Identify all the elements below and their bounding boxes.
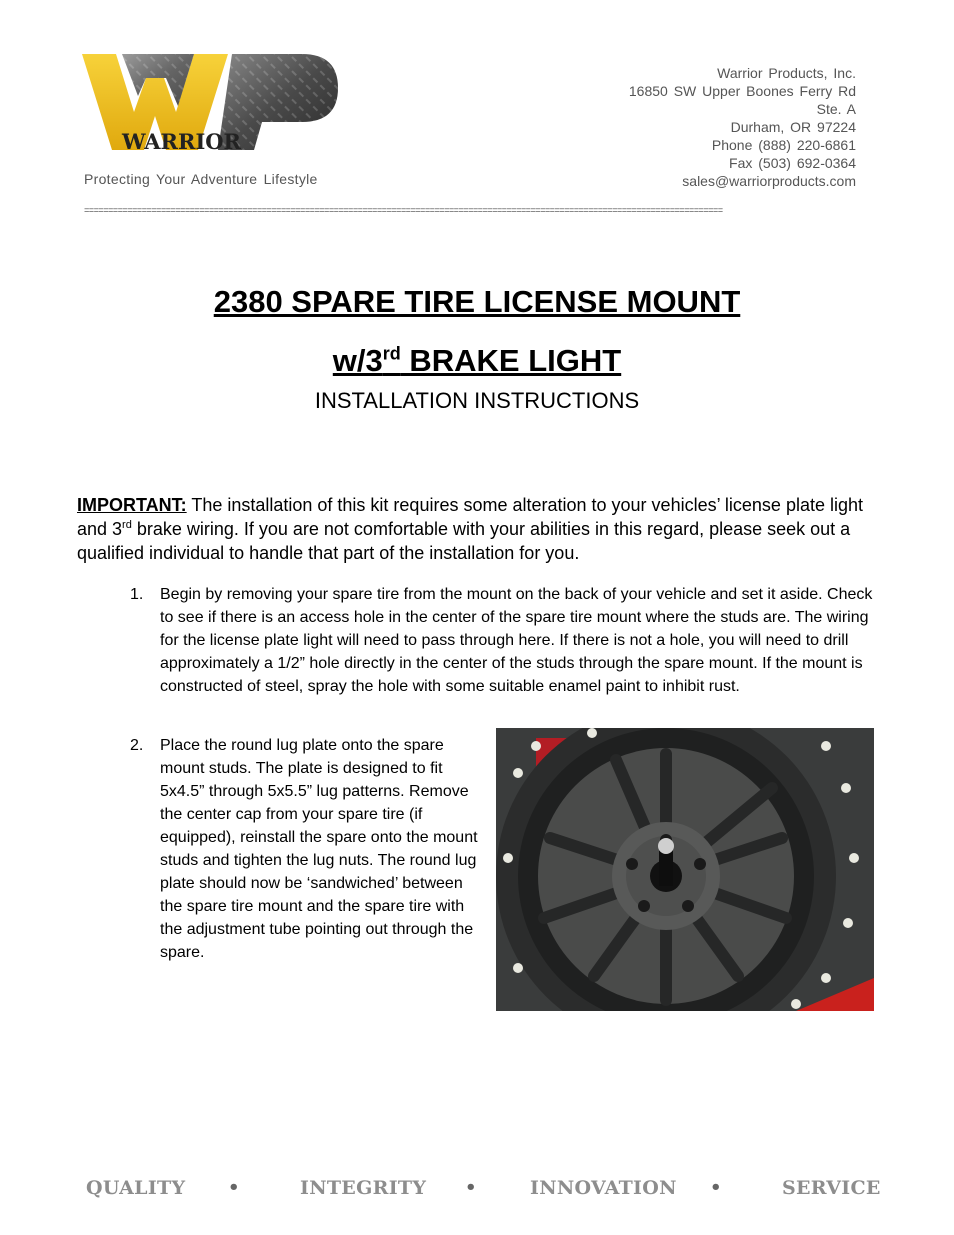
step-number: 1. xyxy=(130,586,144,603)
company-email[interactable]: sales@warriorproducts.com xyxy=(682,173,856,189)
important-text-a: The installation of this kit requires some alteration to your vehicles’ license plate light and 3 xyxy=(77,495,864,539)
document-title-line2 xyxy=(0,343,954,379)
company-street: 16850 SW Upper Boones Ferry Rd xyxy=(628,83,856,99)
logo-brand-text: WARRIOR xyxy=(122,129,242,152)
header-divider: ===================================================================================================================================== xyxy=(84,206,723,216)
warrior-logo xyxy=(82,52,340,152)
important-sup: rd xyxy=(122,519,132,531)
title-line2-post: BRAKE LIGHT xyxy=(400,343,622,378)
footer-bullet: • xyxy=(465,1177,477,1198)
footer-innovation: INNOVATION xyxy=(530,1177,677,1199)
footer-integrity: INTEGRITY xyxy=(300,1177,427,1199)
document-subtitle: INSTALLATION INSTRUCTIONS xyxy=(314,388,640,413)
company-phone: Phone (888) 220-6861 xyxy=(711,137,856,153)
important-label: IMPORTANT: xyxy=(77,495,187,515)
important-text-b: brake wiring. If you are not comfortable with your abilities in this regard, please seek out a qualified individual to handle that part of the installation for you. xyxy=(77,519,851,563)
wheel-photo xyxy=(496,728,874,1011)
important-notice xyxy=(77,493,877,565)
company-city: Durham, OR 97224 xyxy=(730,119,856,135)
company-fax: Fax (503) 692-0364 xyxy=(729,155,856,171)
footer-bullet: • xyxy=(710,1177,722,1198)
footer-bullet: • xyxy=(228,1177,240,1198)
step-text: Place the round lug plate onto the spare mount studs. The plate is designed to fit 5x4.5” through 5x5.5” lug patterns. Remove the center cap from your spare tire (if equipped), reinstall the spare onto the mount studs and tighten the lug nuts. The round lug plate should now be ‘sandwiched’ between the spare tire mount and the spare tire with the adjustment tube pointing out through the spare. xyxy=(160,737,478,961)
company-suite: Ste. A xyxy=(816,101,856,117)
title-line2-sup: rd xyxy=(382,343,401,364)
footer-values xyxy=(86,1177,881,1203)
footer-service: SERVICE xyxy=(782,1177,881,1199)
document-title: 2380 SPARE TIRE LICENSE MOUNT xyxy=(213,284,741,319)
footer-quality: QUALITY xyxy=(86,1177,186,1199)
step-number: 2. xyxy=(130,737,144,754)
title-line2-pre: w/3 xyxy=(332,343,383,378)
company-name: Warrior Products, Inc. xyxy=(717,65,856,81)
company-tagline: Protecting Your Adventure Lifestyle xyxy=(84,171,318,187)
step-text: Begin by removing your spare tire from the mount on the back of your vehicle and set it aside. Check to see if there is an access hole in the center of the spare tire mount where the studs are. The wiring for the license plate light will need to pass through here. If there is not a hole, you will need to drill approximately a 1/2” hole directly in the center of the studs through the spare mount. If the mount is constructed of steel, spray the hole with some suitable enamel paint to inhibit rust. xyxy=(160,586,873,695)
company-address xyxy=(629,64,856,190)
